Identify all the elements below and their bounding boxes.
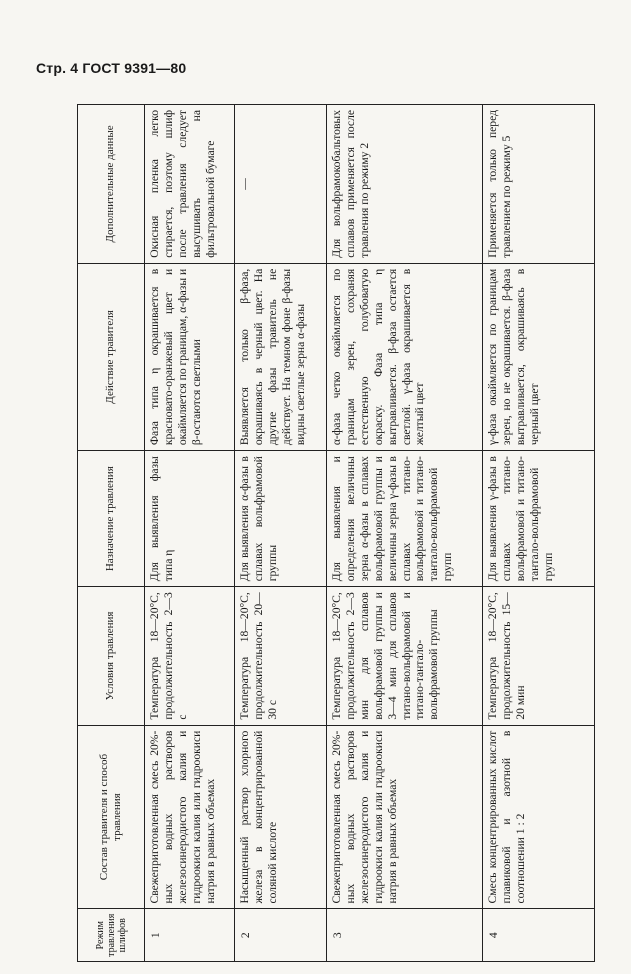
rotated-table-wrapper — [77, 104, 589, 962]
dash-mark: — — [238, 178, 251, 190]
table-row — [327, 105, 483, 962]
table-header-row — [78, 105, 145, 962]
cell-composition: Свежеприготовленная смесь 20%-ных водных растворов железосинеродистого калия и гидроокиси калия или гидроокиси натрия в равных объемах — [145, 725, 235, 909]
table-row — [235, 105, 327, 962]
cell-purpose: Для выявления и определения величины зерна α-фазы в сплавах вольфрамовой группы и величины зерна γ-фазы в сплавах титано-вольфрамовой и титано-тантало-вольфрамовой групп — [327, 451, 483, 587]
cell-conditions: Температура 18—20°С, продолжительность 20—30 с — [235, 587, 327, 725]
cell-notes: Для вольфрамокобальтовых сплавов применяется после травления по режиму 2 — [327, 105, 483, 264]
cell-action: Фаза типа η окрашивается в красновато-оранжевый цвет и окаймляется по границам, α-фазы и β-остаются светлыми — [145, 263, 235, 450]
header-composition: Состав травителя и способ травления — [78, 725, 145, 909]
cell-notes: Применяется только перед травлением по режиму 5 — [483, 105, 595, 264]
cell-composition: Смесь концентрированных кислот плавиковой и азотной в соотношении 1 : 2 — [483, 725, 595, 909]
cell-conditions: Температура 18—20°С, продолжительность 2—3 с — [145, 587, 235, 725]
cell-mode: 3 — [327, 909, 483, 962]
cell-notes — [235, 105, 327, 264]
table-row — [145, 105, 235, 962]
cell-action: Выявляется только β-фаза, окрашиваясь в черный цвет. На другие фазы травитель не действует. На темном фоне β-фазы видны светлые зерна α-фазы — [235, 263, 327, 450]
cell-purpose: Для выявления γ-фазы в сплавах титано-вольфрамовой и титано-тантало-вольфрамовой групп — [483, 451, 595, 587]
cell-mode: 2 — [235, 909, 327, 962]
cell-action: γ-фаза окаймляется по границам зерен, но не окрашивается. β-фаза вытравливается, окрашиваясь в черный цвет — [483, 263, 595, 450]
cell-composition: Насыщенный раствор хлорного железа в концентрированной соляной кислоте — [235, 725, 327, 909]
cell-action: α-фаза четко окаймляется по границам зерен, сохраняя естественную голубоватую окраску. Фаза типа η вытравливается. β-фаза остается светлой. γ-фаза окрашивается в желтый цвет — [327, 263, 483, 450]
header-action: Действие травителя — [78, 263, 145, 450]
cell-mode: 1 — [145, 909, 235, 962]
cell-composition: Свежеприготовленная смесь 20%-ных водных растворов железосинеродистого калия и гидроокиси калия или гидроокиси натрия в равных объемах — [327, 725, 483, 909]
header-conditions: Условия травления — [78, 587, 145, 725]
cell-conditions: Температура 18—20°С, продолжительность 2—3 мин для сплавов вольфрамовой группы и 3—4 мин для сплавов титано-вольфрамовой и титано-тантало-вольфрамовой группы — [327, 587, 483, 725]
cell-purpose: Для выявления фазы типа η — [145, 451, 235, 587]
header-notes: Дополнительные данные — [78, 105, 145, 264]
cell-purpose: Для выявления α-фазы в сплавах вольфрамовой группы — [235, 451, 327, 587]
cell-conditions: Температура 18—20°С, продолжительность 15—20 мин — [483, 587, 595, 725]
etching-modes-table — [77, 104, 595, 962]
header-mode: Режим травления шлифов — [78, 909, 145, 962]
cell-mode: 4 — [483, 909, 595, 962]
page-header: Стр. 4 ГОСТ 9391—80 — [36, 60, 187, 76]
table-row — [483, 105, 595, 962]
header-purpose: Назначение травления — [78, 451, 145, 587]
cell-notes: Окисная пленка легко стирается, поэтому шлиф после травления следует высушивать на фильтровальной бумаге — [145, 105, 235, 264]
